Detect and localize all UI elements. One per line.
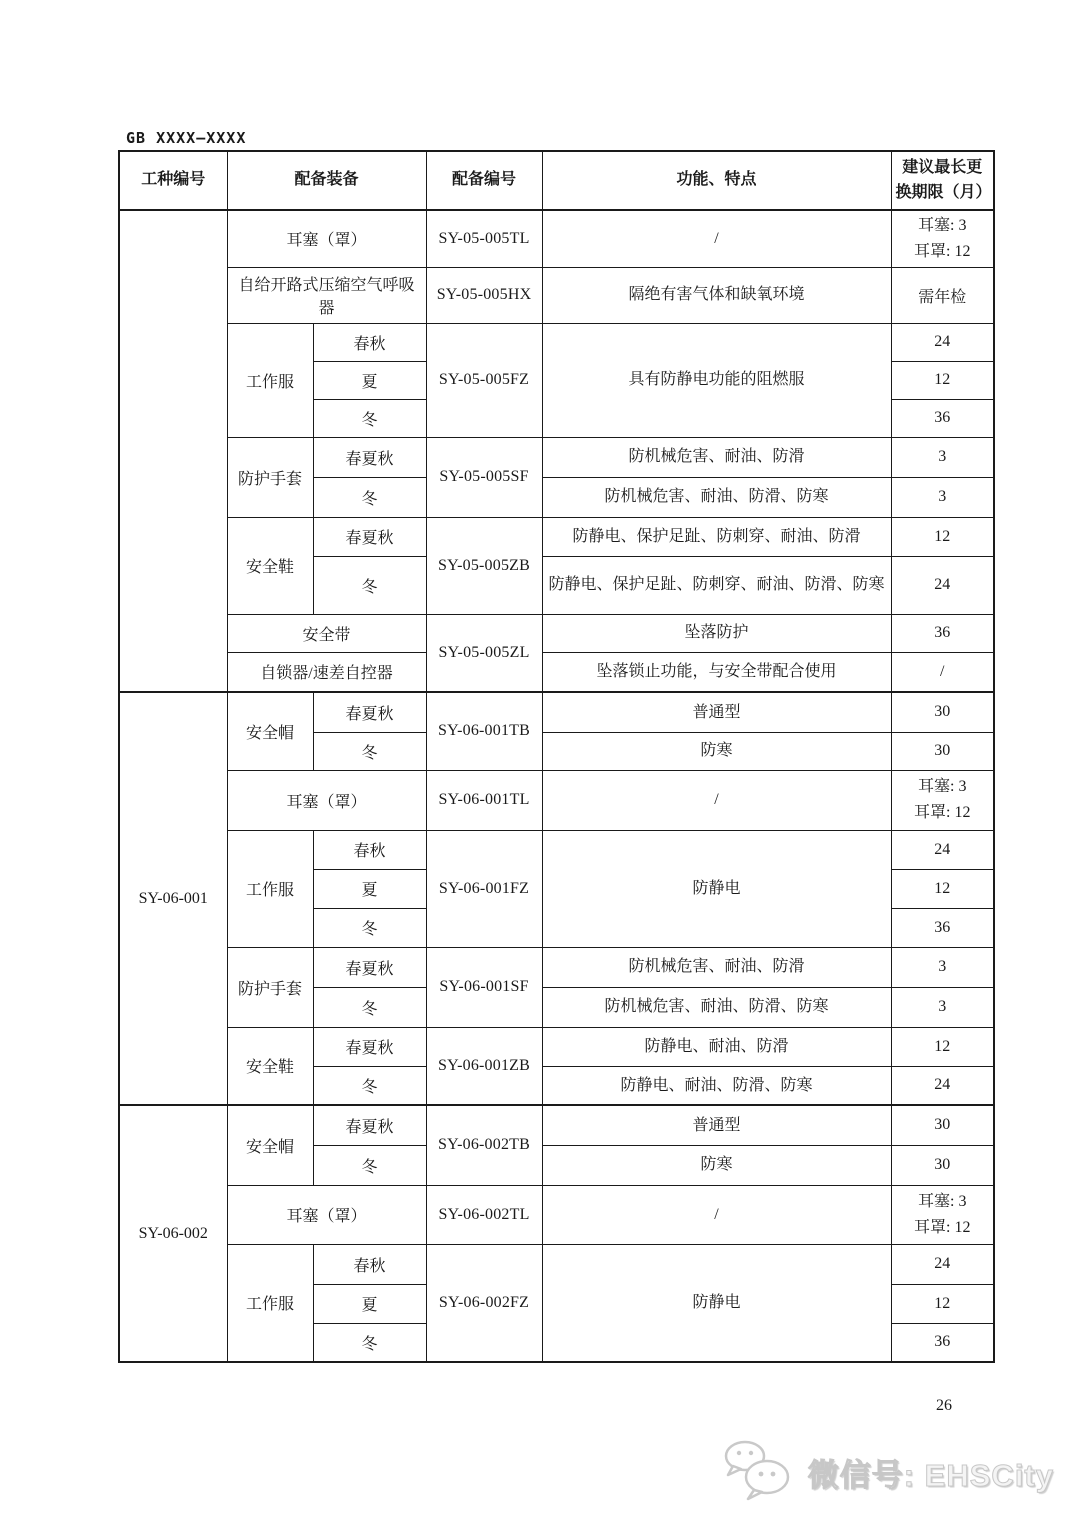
- features-cell: 防静电、耐油、防滑: [542, 1027, 891, 1066]
- table-row: [119, 267, 994, 323]
- features-cell: 隔绝有害气体和缺氧环境: [542, 267, 891, 323]
- table-row: [119, 947, 994, 987]
- equipment-cell: 工作服: [227, 323, 313, 437]
- features-cell: 防寒: [542, 1145, 891, 1185]
- features-cell: 防机械危害、耐油、防滑: [542, 947, 891, 987]
- season-cell: 春秋: [313, 323, 426, 361]
- header-line: 建议最长更: [902, 158, 983, 176]
- table-row: [119, 323, 994, 361]
- season-cell: 春夏秋: [313, 517, 426, 556]
- period-cell: 36: [891, 399, 994, 437]
- season-cell: 冬: [313, 987, 426, 1027]
- period-cell: 36: [891, 614, 994, 652]
- equip-code-cell: SY-05-005HX: [426, 267, 542, 323]
- period-cell: 12: [891, 1284, 994, 1323]
- features-cell: 普通型: [542, 1105, 891, 1145]
- season-cell: 冬: [313, 399, 426, 437]
- equipment-cell: 安全鞋: [227, 1027, 313, 1105]
- equip-code-cell: SY-05-005TL: [426, 210, 542, 267]
- table-row: [119, 692, 994, 732]
- period-cell: 12: [891, 869, 994, 908]
- equip-code-cell: SY-06-002TB: [426, 1105, 542, 1185]
- job-code-cell: SY-06-002: [119, 1105, 227, 1362]
- season-cell: 夏: [313, 1284, 426, 1323]
- equipment-cell: 安全带: [227, 614, 426, 652]
- table-header-row: [119, 151, 994, 210]
- season-cell: 冬: [313, 477, 426, 517]
- features-cell: 防静电: [542, 1244, 891, 1362]
- watermark-text: 微信号: EHSCity: [807, 1458, 1054, 1493]
- features-cell: 具有防静电功能的阻燃服: [542, 323, 891, 437]
- watermark: [720, 1438, 1054, 1507]
- period-cell: 3: [891, 477, 994, 517]
- period-cell: /: [891, 652, 994, 692]
- table-row: [119, 652, 994, 692]
- season-cell: 春夏秋: [313, 437, 426, 477]
- season-cell: 春秋: [313, 1244, 426, 1284]
- period-cell: 3: [891, 987, 994, 1027]
- period-line: 耳塞: 3: [918, 1192, 967, 1210]
- equipment-cell: 自锁器/速差自控器: [227, 652, 426, 692]
- equipment-cell: 自给开路式压缩空气呼吸器: [227, 267, 426, 323]
- period-cell: 24: [891, 1244, 994, 1284]
- job-code-cell: SY-06-001: [119, 692, 227, 1105]
- table-row: [119, 210, 994, 267]
- period-cell: [891, 770, 994, 830]
- period-cell: 30: [891, 692, 994, 732]
- period-cell: 12: [891, 361, 994, 399]
- equipment-cell: 耳塞（罩）: [227, 1185, 426, 1244]
- features-cell: 防静电、保护足趾、防刺穿、耐油、防滑、防寒: [542, 556, 891, 614]
- equipment-cell: 耳塞（罩）: [227, 770, 426, 830]
- season-cell: 春秋: [313, 830, 426, 869]
- features-cell: 防机械危害、耐油、防滑: [542, 437, 891, 477]
- header-line: 换期限（月）: [895, 183, 992, 201]
- season-cell: 冬: [313, 1323, 426, 1362]
- period-cell: 30: [891, 732, 994, 770]
- period-cell: 需年检: [891, 267, 994, 323]
- table-row: [119, 517, 994, 556]
- features-cell: /: [542, 770, 891, 830]
- features-cell: /: [542, 210, 891, 267]
- equip-code-cell: SY-05-005ZL: [426, 614, 542, 692]
- table-row: [119, 1105, 994, 1145]
- table-row: [119, 770, 994, 830]
- page-number: 26: [936, 1397, 952, 1414]
- period-cell: 24: [891, 556, 994, 614]
- season-cell: 春夏秋: [313, 1105, 426, 1145]
- season-cell: 夏: [313, 869, 426, 908]
- period-line: 耳罩: 12: [914, 1218, 971, 1236]
- season-cell: 冬: [313, 556, 426, 614]
- period-cell: 3: [891, 437, 994, 477]
- season-cell: 冬: [313, 732, 426, 770]
- season-cell: 春夏秋: [313, 1027, 426, 1066]
- table-row: [119, 1027, 994, 1066]
- ppe-table: [118, 150, 995, 1363]
- table-row: [119, 614, 994, 652]
- features-cell: /: [542, 1185, 891, 1244]
- column-header-equipment: 配备装备: [227, 151, 426, 210]
- period-cell: 30: [891, 1105, 994, 1145]
- period-cell: 24: [891, 323, 994, 361]
- season-cell: 冬: [313, 908, 426, 947]
- column-header-features: 功能、特点: [542, 151, 891, 210]
- period-cell: 12: [891, 517, 994, 556]
- features-cell: 防静电: [542, 830, 891, 947]
- equip-code-cell: SY-05-005ZB: [426, 517, 542, 614]
- table-row: [119, 830, 994, 869]
- equipment-cell: 防护手套: [227, 437, 313, 517]
- ppe-table-container: [118, 150, 995, 1363]
- period-cell: 24: [891, 830, 994, 869]
- equipment-cell: 耳塞（罩）: [227, 210, 426, 267]
- season-cell: 春夏秋: [313, 692, 426, 732]
- period-cell: [891, 1185, 994, 1244]
- period-cell: 36: [891, 908, 994, 947]
- period-line: 耳罩: 12: [914, 804, 971, 821]
- features-cell: 防静电、耐油、防滑、防寒: [542, 1066, 891, 1105]
- features-cell: 防机械危害、耐油、防滑、防寒: [542, 987, 891, 1027]
- table-row: [119, 1185, 994, 1244]
- column-header-job-code: 工种编号: [119, 151, 227, 210]
- features-cell: 坠落防护: [542, 614, 891, 652]
- season-cell: 冬: [313, 1145, 426, 1185]
- equip-code-cell: SY-06-002TL: [426, 1185, 542, 1244]
- equip-code-cell: SY-06-001FZ: [426, 830, 542, 947]
- equip-code-cell: SY-06-002FZ: [426, 1244, 542, 1362]
- equipment-cell: 工作服: [227, 1244, 313, 1362]
- table-row: [119, 437, 994, 477]
- season-cell: 冬: [313, 1066, 426, 1105]
- features-cell: 坠落锁止功能，与安全带配合使用: [542, 652, 891, 692]
- period-line: 耳罩: 12: [914, 242, 971, 260]
- column-header-equip-code: 配备编号: [426, 151, 542, 210]
- equip-code-cell: SY-05-005FZ: [426, 323, 542, 437]
- equip-code-cell: SY-06-001ZB: [426, 1027, 542, 1105]
- season-cell: 春夏秋: [313, 947, 426, 987]
- period-cell: 3: [891, 947, 994, 987]
- equipment-cell: 安全帽: [227, 692, 313, 770]
- period-cell: 30: [891, 1145, 994, 1185]
- wechat-icon: [720, 1438, 796, 1507]
- standard-code: GB XXXX—XXXX: [126, 129, 247, 147]
- period-cell: [891, 210, 994, 267]
- features-cell: 普通型: [542, 692, 891, 732]
- equipment-cell: 安全鞋: [227, 517, 313, 614]
- equip-code-cell: SY-06-001TB: [426, 692, 542, 770]
- period-line: 耳塞: 3: [918, 778, 967, 796]
- period-cell: 12: [891, 1027, 994, 1066]
- features-cell: 防静电、保护足趾、防刺穿、耐油、防滑: [542, 517, 891, 556]
- equipment-cell: 防护手套: [227, 947, 313, 1027]
- equipment-cell: 安全帽: [227, 1105, 313, 1185]
- period-cell: 36: [891, 1323, 994, 1362]
- table-row: [119, 1244, 994, 1284]
- equip-code-cell: SY-06-001TL: [426, 770, 542, 830]
- season-cell: 夏: [313, 361, 426, 399]
- features-cell: 防寒: [542, 732, 891, 770]
- period-cell: 24: [891, 1066, 994, 1105]
- equipment-cell: 工作服: [227, 830, 313, 947]
- job-code-cell: [119, 210, 227, 692]
- equip-code-cell: SY-06-001SF: [426, 947, 542, 1027]
- features-cell: 防机械危害、耐油、防滑、防寒: [542, 477, 891, 517]
- column-header-period: [891, 151, 994, 210]
- period-line: 耳塞: 3: [918, 217, 967, 235]
- equip-code-cell: SY-05-005SF: [426, 437, 542, 517]
